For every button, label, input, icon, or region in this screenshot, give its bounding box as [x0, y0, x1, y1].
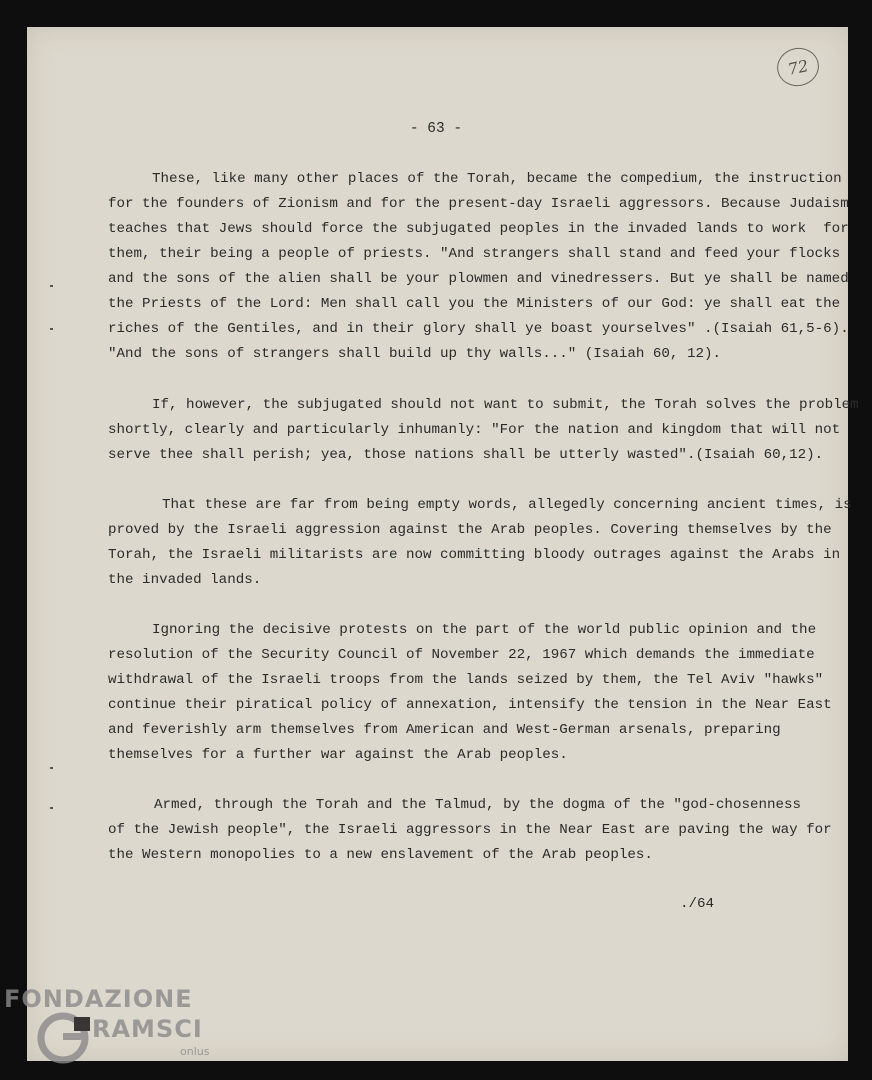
text-line: Ignoring the decisive protests on the part of the world public opinion and the [152, 622, 817, 638]
margin-mark [50, 328, 53, 330]
text-line: the invaded lands. [108, 572, 262, 588]
text-line: That these are far from being empty words, allegedly concerning ancient times, is [162, 497, 852, 513]
continuation-note: ./64 [680, 896, 715, 912]
archive-page-stamp: 72 [774, 44, 823, 90]
watermark-line2: RAMSCI [92, 1015, 203, 1043]
text-line: withdrawal of the Israeli troops from the lands seized by them, the Tel Aviv "hawks" [108, 672, 824, 688]
text-line: of the Jewish people", the Israeli aggressors in the Near East are paving the way for [108, 822, 832, 838]
text-line: themselves for a further war against the Arab peoples. [108, 747, 568, 763]
watermark-line1: FONDAZIONE [4, 985, 193, 1013]
text-line: continue their piratical policy of annexation, intensify the tension in the Near East [108, 697, 832, 713]
paragraph-3 [108, 493, 852, 593]
paragraph-5 [108, 793, 832, 868]
text-line: "And the sons of strangers shall build up thy walls..." (Isaiah 60, 12). [108, 346, 721, 362]
page-number: - 63 - [409, 121, 463, 137]
paragraph-4 [108, 618, 832, 768]
text-line: Torah, the Israeli militarists are now committing bloody outrages against the Arabs in [108, 547, 841, 563]
text-line: These, like many other places of the Torah, became the compedium, the instruction [152, 171, 842, 187]
watermark-g-logo-icon [36, 1011, 90, 1065]
text-line: shortly, clearly and particularly inhumanly: "For the nation and kingdom that will not [108, 422, 841, 438]
text-line: for the founders of Zionism and for the present-day Israeli aggressors. Because Judaism [108, 196, 849, 212]
text-line: the Western monopolies to a new enslavement of the Arab peoples. [108, 847, 653, 863]
text-line: proved by the Israeli aggression against the Arab peoples. Covering themselves by the [108, 522, 832, 538]
text-line: serve thee shall perish; yea, those nations shall be utterly wasted".(Isaiah 60,12). [108, 447, 824, 463]
text-line: the Priests of the Lord: Men shall call you the Ministers of our God: ye shall eat the [108, 296, 841, 312]
text-line: and the sons of the alien shall be your plowmen and vinedressers. But ye shall be named [108, 271, 849, 287]
paragraph-1 [108, 167, 849, 367]
text-line: If, however, the subjugated should not want to submit, the Torah solves the problem [152, 397, 859, 413]
margin-mark [50, 807, 53, 809]
fondazione-gramsci-watermark [4, 985, 219, 1075]
text-line: riches of the Gentiles, and in their glory shall ye boast yourselves" .(Isaiah 61,5-6). [108, 321, 849, 337]
text-line: teaches that Jews should force the subjugated peoples in the invaded lands to work for [108, 221, 849, 237]
text-line: Armed, through the Torah and the Talmud, by the dogma of the "god-chosenness [154, 797, 802, 813]
watermark-suffix: onlus [180, 1045, 210, 1058]
text-line: them, their being a people of priests. "And strangers shall stand and feed your flocks [108, 246, 841, 262]
paragraph-2 [108, 393, 859, 468]
margin-mark [50, 285, 53, 287]
margin-mark [50, 767, 53, 769]
text-line: resolution of the Security Council of November 22, 1967 which demands the immediate [108, 647, 815, 663]
text-line: and feverishly arm themselves from American and West-German arsenals, preparing [108, 722, 781, 738]
